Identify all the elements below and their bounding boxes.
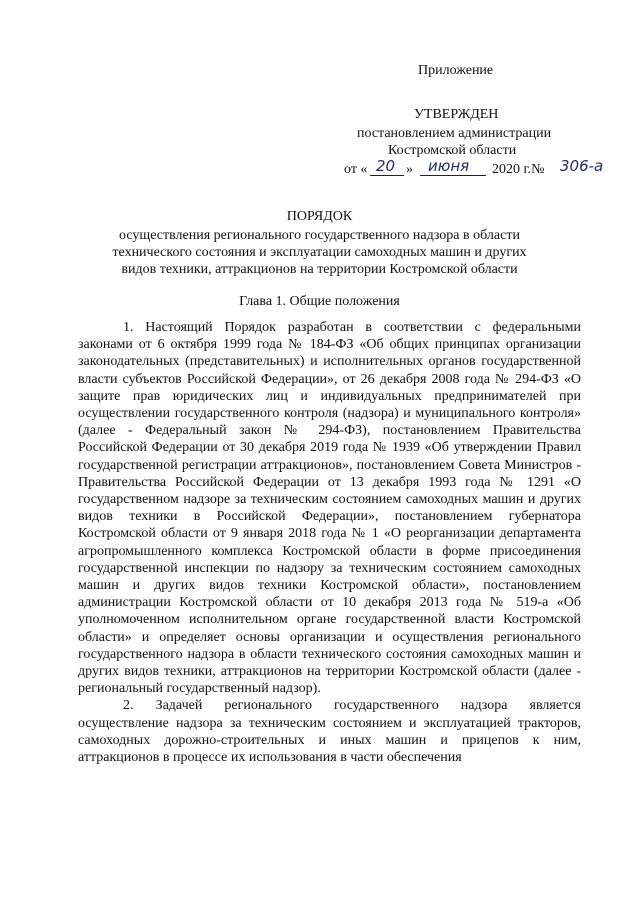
title-line-2: технического состояния и эксплуатации самоходных машин и других (112, 245, 527, 260)
date-year: 2020 г.№ (492, 162, 545, 177)
handwritten-month: июня (428, 157, 470, 175)
handwritten-doc-number: 306-а (560, 157, 604, 175)
region-label: Костромской области (388, 143, 517, 158)
approved-label: УТВЕРЖДЕН (414, 107, 499, 122)
title-line-3: видов техники, аттракционов на территории Костромской области (121, 262, 518, 277)
title-line-1: осуществления регионального государственного надзора в области (119, 228, 520, 243)
resolution-label: постановлением администрации (357, 126, 552, 141)
document-body (78, 319, 581, 766)
day-underline (370, 175, 404, 176)
paragraph-1: 1. Настоящий Порядок разработан в соответствии с федеральными законами от 6 октября 1999 года № 184-ФЗ «Об общих принципах организации законодательных (представительных) и исполнительных органов государственной власти субъектов Российской Федерации», от 26 декабря 2008 года № 294-ФЗ «О защите прав юридических лиц и индивидуальных предпринимателей при осуществлении государственного контроля (надзора) и муниципального контроля» (далее - Федеральный закон № 294-ФЗ), постановлением Правительства Российской Федерации от 30 декабря 2019 года № 1939 «Об утверждении Правил государственной регистрации аттракционов», постановлением Совета Министров - Правительства Российской Федерации от 13 декабря 1993 года № 1291 «О государственном надзоре за техническим состоянием самоходных машин и других видов техники в Российской Федерации», постановлением губернатора Костромской области от 9 января 2018 года № 1 «О реорганизации департамента агропромышленного комплекса Костромской области в форме присоединения государственной инспекции по надзору за техническим состоянием самоходных машин и других видов техники Костромской области», постановлением администрации Костромской области от 10 декабря 2013 года № 519-а «Об уполномоченном исполнительном органе государственной власти Костромской области» и определяет основы организации и осуществления регионального государственного надзора в области технического состояния самоходных машин и других видов техники, аттракционов на территории Костромской области (далее - региональный государственный надзор). (78, 320, 581, 697)
date-prefix: от « (344, 162, 368, 177)
handwritten-day: 20 (376, 157, 396, 175)
month-underline (420, 175, 486, 176)
title-heading: ПОРЯДОК (286, 209, 353, 224)
paragraph-2: 2. Задачей регионального государственного надзора является осуществление надзора за техническим состоянием и эксплуатацией тракторов, самоходных дорожно-строительных и иных машин и прицепов к ним, аттракционов в процессе их использования в части обеспечения (78, 698, 581, 766)
approval-date-line (344, 157, 614, 181)
date-mid: » (406, 162, 413, 177)
chapter-heading: Глава 1. Общие положения (239, 294, 400, 309)
appendix-label: Приложение (418, 63, 494, 78)
